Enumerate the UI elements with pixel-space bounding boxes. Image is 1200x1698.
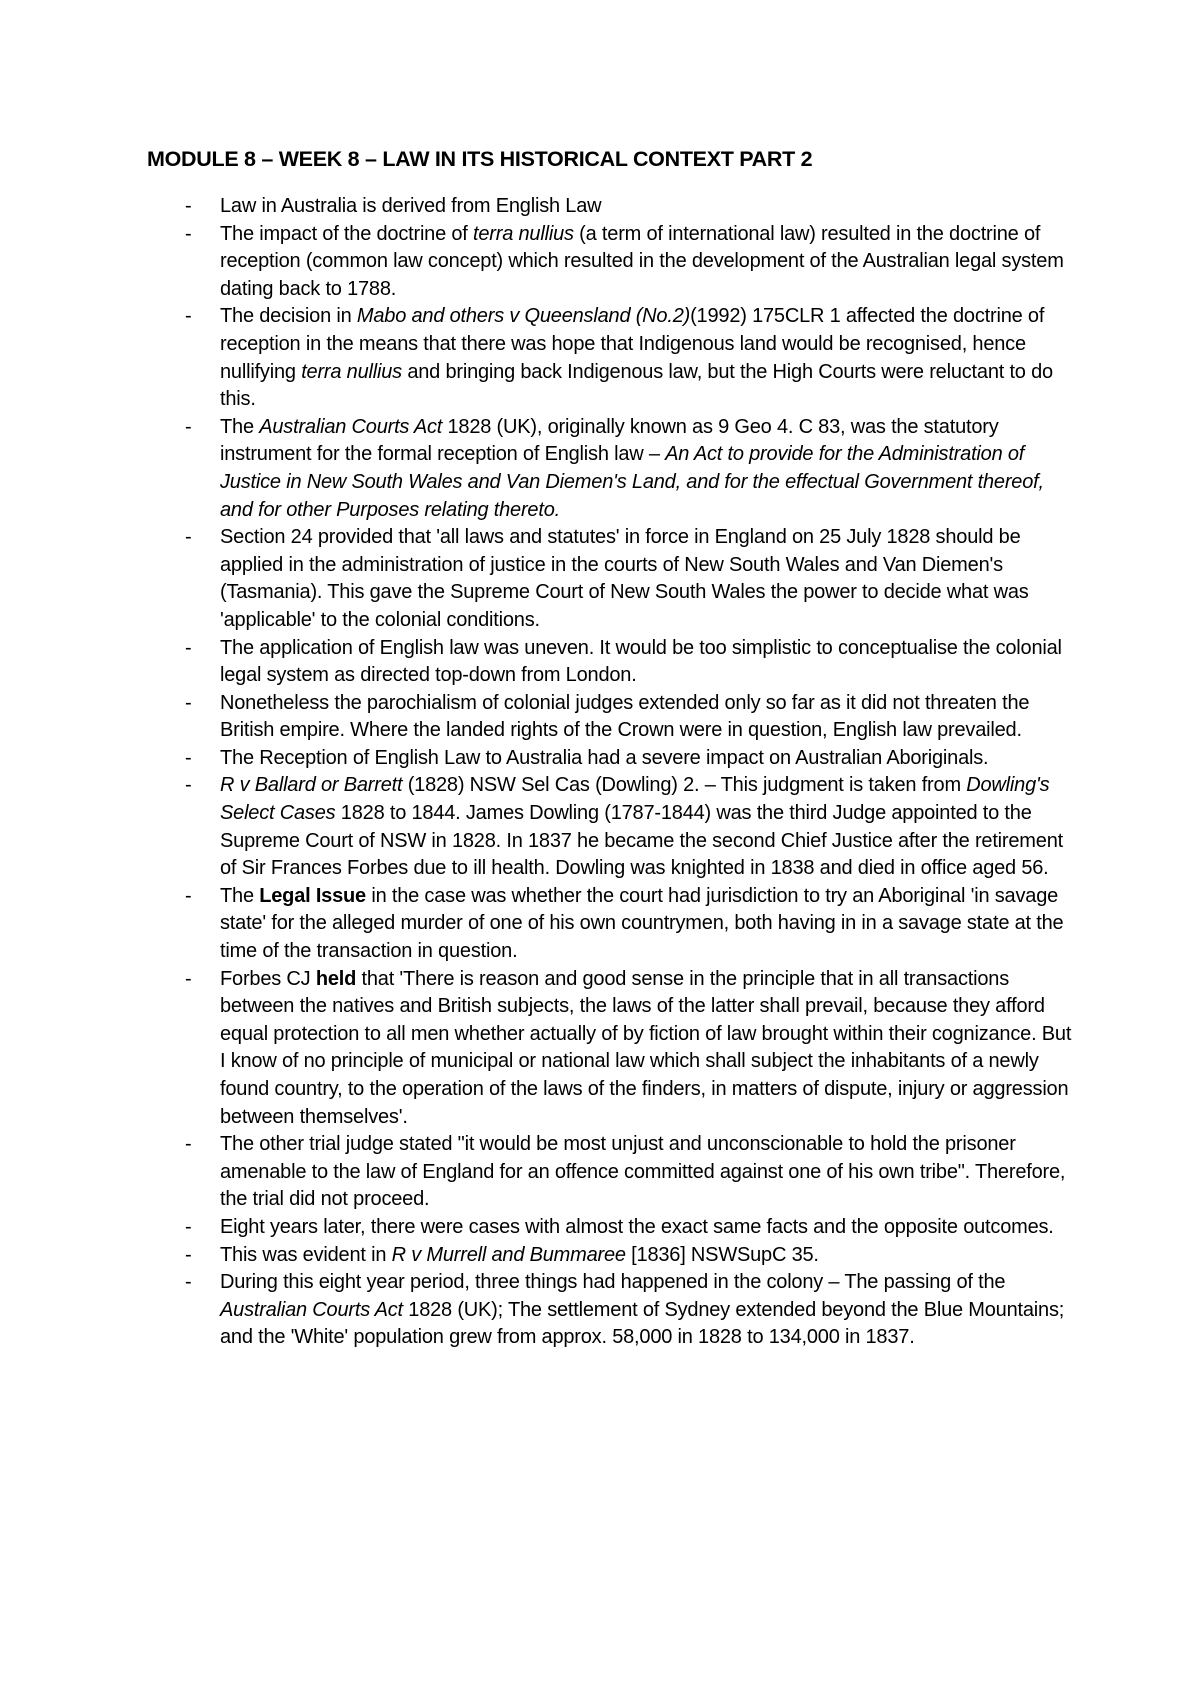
bullet-marker: - bbox=[185, 415, 192, 438]
bullet-item bbox=[147, 966, 1077, 1132]
bullet-text bbox=[220, 745, 1077, 773]
text-run: The decision in bbox=[220, 305, 357, 328]
text-run: 1828 to 1844. James Dowling (1787-1844) was the third Judge appointed to the Supreme Court of NSW in 1828. In 1837 he became the second Chief Justice after the retirement of Sir Frances Forbes due to ill health. Dowling was knighted in 1838 and died in office aged 56. bbox=[220, 802, 1063, 880]
bullet-text bbox=[220, 966, 1077, 1132]
text-run: Law in Australia is derived from English Law bbox=[220, 195, 602, 217]
bullet-marker: - bbox=[185, 746, 192, 769]
page-title: MODULE 8 – WEEK 8 – LAW IN ITS HISTORICAL CONTEXT PART 2 bbox=[147, 147, 813, 171]
bullet-marker: - bbox=[185, 195, 192, 217]
bullet-marker: - bbox=[185, 526, 192, 549]
text-run: Forbes CJ bbox=[220, 967, 316, 990]
text-run: Eight years later, there were cases with almost the exact same facts and the opposite outcomes. bbox=[220, 1215, 1054, 1238]
bullet-item bbox=[147, 414, 1077, 524]
text-run: 1828 (UK), originally known as 9 Geo 4. C 83, was the statutory instrument for the formal reception of English law – bbox=[220, 415, 999, 466]
text-run: in the case was whether the court had jurisdiction to try an Aboriginal 'in savage state' for the alleged murder of one of his own countrymen, both having in in a savage state at the time of the transaction in question. bbox=[220, 884, 1064, 963]
italic-citation: terra nullius bbox=[473, 222, 574, 245]
bullet-item bbox=[147, 1131, 1077, 1214]
bullet-marker: - bbox=[185, 305, 192, 328]
bullet-text bbox=[220, 1242, 1077, 1270]
bullet-text bbox=[220, 303, 1077, 413]
bullet-marker: - bbox=[185, 1133, 192, 1156]
bullet-item bbox=[147, 690, 1077, 745]
bullet-marker: - bbox=[185, 967, 192, 990]
bullet-text bbox=[220, 883, 1077, 966]
italic-citation: An Act to provide for the Administration of Justice in New South Wales and Van Diemen's Land, and for the effectual Government thereof, and for other Purposes relating thereto. bbox=[220, 443, 1044, 521]
italic-citation: terra nullius bbox=[301, 360, 402, 383]
bullet-item bbox=[147, 303, 1077, 413]
text-run: The impact of the doctrine of bbox=[220, 222, 474, 245]
text-run: (1828) NSW Sel Cas (Dowling) 2. – This judgment is taken from bbox=[402, 774, 967, 797]
bold-emphasis: Legal Issue bbox=[259, 884, 366, 907]
text-run: The bbox=[220, 884, 260, 907]
bullet-item bbox=[147, 745, 1077, 773]
italic-citation: R v Murrell and Bummaree bbox=[391, 1243, 626, 1266]
bullet-marker: - bbox=[185, 636, 192, 659]
italic-citation: Dowling's Select Cases bbox=[220, 774, 1050, 825]
italic-citation: Australian Courts Act bbox=[259, 415, 443, 438]
bullet-marker: - bbox=[185, 1271, 192, 1294]
text-run: 1828 (UK); The settlement of Sydney extended beyond the Blue Mountains; and the 'White' population grew from approx. 58,000 in 1828 to 134,000 in 1837. bbox=[220, 1298, 1065, 1349]
bullet-item bbox=[147, 772, 1077, 882]
bullet-text bbox=[220, 1131, 1077, 1214]
text-run: Nonetheless the parochialism of colonial judges extended only so far as it did not threaten the British empire. Where the landed rights of the Crown were in question, English law prevailed. bbox=[220, 691, 1030, 742]
text-run: The Reception of English Law to Australia had a severe impact on Australian Aboriginals. bbox=[220, 746, 989, 769]
bullet-text bbox=[220, 1214, 1077, 1242]
bullet-item bbox=[147, 524, 1077, 634]
text-run: The other trial judge stated "it would be most unjust and unconscionable to hold the prisoner amenable to the law of England for an offence committed against one of his own tribe". Therefore, the trial did not proceed. bbox=[220, 1133, 1066, 1211]
bullet-marker: - bbox=[185, 1243, 192, 1266]
text-run: During this eight year period, three things had happened in the colony – The passing of the bbox=[220, 1271, 1006, 1294]
bullet-marker: - bbox=[185, 222, 192, 245]
bullet-list bbox=[147, 193, 1077, 1352]
text-run: (1992) 175CLR 1 affected the doctrine of reception in the means that there was hope that Indigenous land would be recognised, hence nullifying bbox=[220, 305, 1045, 383]
bullet-item bbox=[147, 883, 1077, 966]
bullet-text bbox=[220, 635, 1077, 690]
bullet-item bbox=[147, 1269, 1077, 1352]
bullet-item bbox=[147, 635, 1077, 690]
bullet-marker: - bbox=[185, 1215, 192, 1238]
bullet-marker: - bbox=[185, 774, 192, 797]
italic-citation: R v Ballard or Barrett bbox=[220, 774, 403, 797]
text-run: The bbox=[220, 415, 260, 438]
bullet-text bbox=[220, 524, 1077, 634]
text-run: [1836] NSWSupC 35. bbox=[625, 1243, 819, 1266]
bullet-marker: - bbox=[185, 884, 192, 907]
bullet-item bbox=[147, 221, 1077, 304]
text-run: (a term of international law) resulted in the doctrine of reception (common law concept) which resulted in the development of the Australian legal system dating back to 1788. bbox=[220, 222, 1064, 300]
bullet-item bbox=[147, 193, 1077, 221]
text-run: and bringing back Indigenous law, but the High Courts were reluctant to do this. bbox=[220, 360, 1053, 411]
bullet-item bbox=[147, 1214, 1077, 1242]
bullet-text bbox=[220, 772, 1077, 882]
bullet-marker: - bbox=[185, 691, 192, 714]
bullet-text bbox=[220, 690, 1077, 745]
italic-citation: Australian Courts Act bbox=[220, 1298, 403, 1321]
bullet-item bbox=[147, 1242, 1077, 1270]
bold-emphasis: held bbox=[315, 967, 357, 990]
bullet-text bbox=[220, 414, 1077, 524]
text-run: This was evident in bbox=[220, 1243, 392, 1266]
bullet-text bbox=[220, 221, 1077, 304]
bullet-text bbox=[220, 1269, 1077, 1352]
bullet-text bbox=[220, 193, 1077, 221]
text-run: that 'There is reason and good sense in the principle that in all transactions between the natives and British subjects, the laws of the latter shall prevail, because they afford equal protection to all men whether actually of by fiction of law brought within their cognizance. But I know of no principle of municipal or national law which shall subject the inhabitants of a newly found country, to the operation of the laws of the finders, in matters of dispute, injury or aggression between themselves'. bbox=[220, 967, 1072, 1128]
italic-citation: Mabo and others v Queensland (No.2) bbox=[356, 305, 691, 328]
text-run: Section 24 provided that 'all laws and statutes' in force in England on 25 July 1828 should be applied in the administration of justice in the courts of New South Wales and Van Diemen's (Tasmania). This gave the Supreme Court of New South Wales the power to decide what was 'applicable' to the colonial conditions. bbox=[220, 526, 1029, 631]
text-run: The application of English law was uneven. It would be too simplistic to conceptualise the colonial legal system as directed top-down from London. bbox=[220, 636, 1062, 687]
